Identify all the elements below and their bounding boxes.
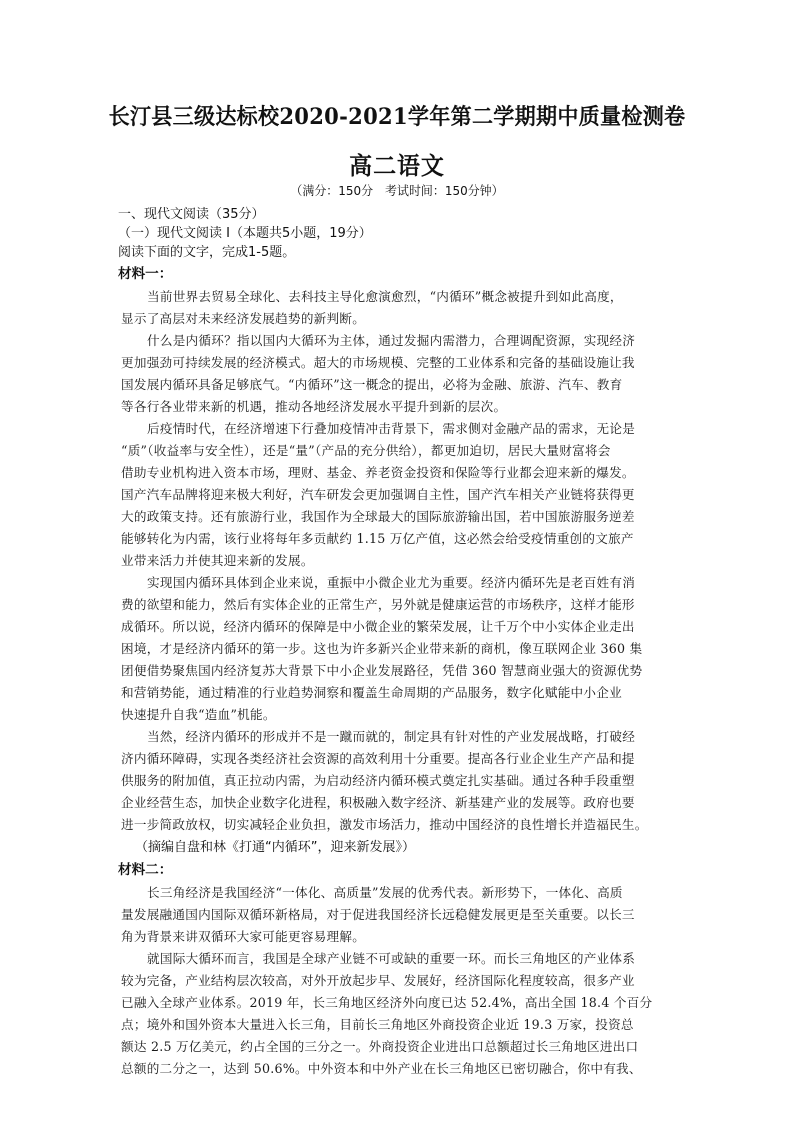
material2-line: 角为背景来讲双循环大家可能更容易理解。 (121, 929, 366, 944)
material2-line: 长三角经济是我国经济“一体化、高质量”发展的优秀代表。新形势下，一体化、高质 (147, 885, 623, 900)
document-subtitle: 高二语文 (349, 151, 445, 180)
material1-line: 国产汽车品牌将迎来极大利好，汽车研发会更加强调自主性，国产汽车相关产业链将获得更 (121, 487, 635, 502)
exam-info: （满分：150分 考试时间：150分钟） (290, 183, 504, 198)
material1-line: 团便借势聚焦国内经济复苏大背景下中小企业发展路径，凭借 360 智慧商业强大的资源优势 (121, 663, 643, 678)
material1-source: （摘编自盘和林《打通“内循环”，迎来新发展》） (135, 840, 415, 855)
material1-line: 成循环。所以说，经济内循环的保障是中小微企业的繁荣发展，让千万个中小实体企业走出 (121, 619, 635, 634)
material1-line: 等各行各业带来新的机遇，推动各地经济发展水平提升到新的层次。 (121, 399, 507, 414)
material1-line: “质”（收益率与安全性），还是“量”（产品的充分供给），都更加迫切，居民大量财富将会 (121, 443, 611, 458)
material1-line: 当前世界去贸易全球化、去科技主导化愈演愈烈，“内循环”概念被提升到如此高度， (147, 289, 623, 304)
material1-line: 大的政策支持。还有旅游行业，我国作为全球最大的国际旅游输出国，若中国旅游服务逆差 (121, 509, 635, 524)
material1-line: 实现国内循环具体到企业来说，重振中小微企业尤为重要。经济内循环先是老百姓有消 (147, 575, 636, 590)
material1-line: 业带来活力并使其迎来新的发展。 (121, 553, 314, 568)
material1-line: 借助专业机构进入资本市场，理财、基金、养老资金投资和保险等行业都会迎来新的爆发。 (121, 465, 635, 480)
material1-line: 济内循环障碍，实现各类经济社会资源的高效利用十分重要。提高各行业企业生产产品和提 (121, 751, 635, 766)
material2-line: 额达 2.5 万亿美元，约占全国的三分之一。外商投资企业进出口总额超过长三角地区进出口 (121, 1039, 639, 1054)
document-title: 长汀县三级达标校2020-2021学年第二学期期中质量检测卷 (108, 104, 686, 130)
material2-line: 较为完备，产业结构层次较高，对外开放起步早、发展好，经济国际化程度较高，很多产业 (121, 973, 635, 988)
subsection-heading: （一）现代文阅读 I（本题共5小题，19分） (118, 226, 372, 241)
material1-line: 企业经营生态，加快企业数字化进程，积极融入数字经济、新基建产业的发展等。政府也要 (121, 795, 635, 810)
material1-line: 快速提升自我“造血”机能。 (121, 707, 276, 722)
material2-line: 量发展融通国内国际双循环新格局，对于促进我国经济长远稳健发展更是至关重要。以长三 (121, 907, 635, 922)
instruction: 阅读下面的文字，完成1-5题。 (118, 245, 296, 260)
material1-line: 后疫情时代，在经济增速下行叠加疫情冲击背景下，需求侧对金融产品的需求，无论是 (147, 421, 636, 436)
section-heading: 一、现代文阅读（35分） (118, 207, 265, 222)
material2-line: 已融入全球产业体系。2019 年，长三角地区经济外向度已达 52.4%，高出全国 18.4 个百分 (121, 995, 653, 1010)
material1-line: 国发展内循环具备足够底气。“内循环”这一概念的提出，必将为金融、旅游、汽车、教育 (121, 377, 623, 392)
material1-line: 困境，才是经济内循环的第一步。这也为许多新兴企业带来新的商机，像互联网企业 360 集 (121, 641, 643, 656)
material1-line: 显示了高层对未来经济发展趋势的新判断。 (121, 311, 366, 326)
material2-label: 材料二： (118, 862, 173, 878)
material1-label: 材料一： (118, 266, 173, 282)
material1-line: 更加强劲可持续发展的经济模式。超大的市场规模、完整的工业体系和完备的基础设施让我 (121, 355, 635, 370)
material2-line: 就国际大循环而言，我国是全球产业链不可或缺的重要一环。而长三角地区的产业体系 (147, 951, 636, 966)
material1-line: 能够转化为内需，该行业将每年多贡献约 1.15 万亿产值，这必然会给受疫情重创的文旅产 (121, 531, 634, 546)
material1-line: 和营销势能，通过精准的行业趋势洞察和覆盖生命周期的产品服务，数字化赋能中小企业 (121, 685, 622, 700)
material2-line: 总额的二分之一，达到 50.6%。中外资本和中外产业在长三角地区已密切融合，你中有我、 (121, 1061, 642, 1076)
material1-line: 当然，经济内循环的形成并不是一蹴而就的，制定具有针对性的产业发展战略，打破经 (147, 729, 636, 744)
material1-line: 进一步简政放权，切实减轻企业负担，激发市场活力，推动中国经济的良性增长并造福民生。 (121, 817, 648, 832)
material1-line: 什么是内循环？指以国内大循环为主体，通过发掘内需潜力，合理调配资源，实现经济 (147, 333, 636, 348)
material2-line: 点；境外和国外资本大量进入长三角，目前长三角地区外商投资企业近 19.3 万家，投资总 (121, 1017, 634, 1032)
material1-line: 费的欲望和能力，然后有实体企业的正常生产，另外就是健康运营的市场秩序，这样才能形 (121, 597, 635, 612)
material1-line: 供服务的附加值，真正拉动内需，为启动经济内循环模式奠定扎实基础。通过各种手段重塑 (121, 773, 635, 788)
